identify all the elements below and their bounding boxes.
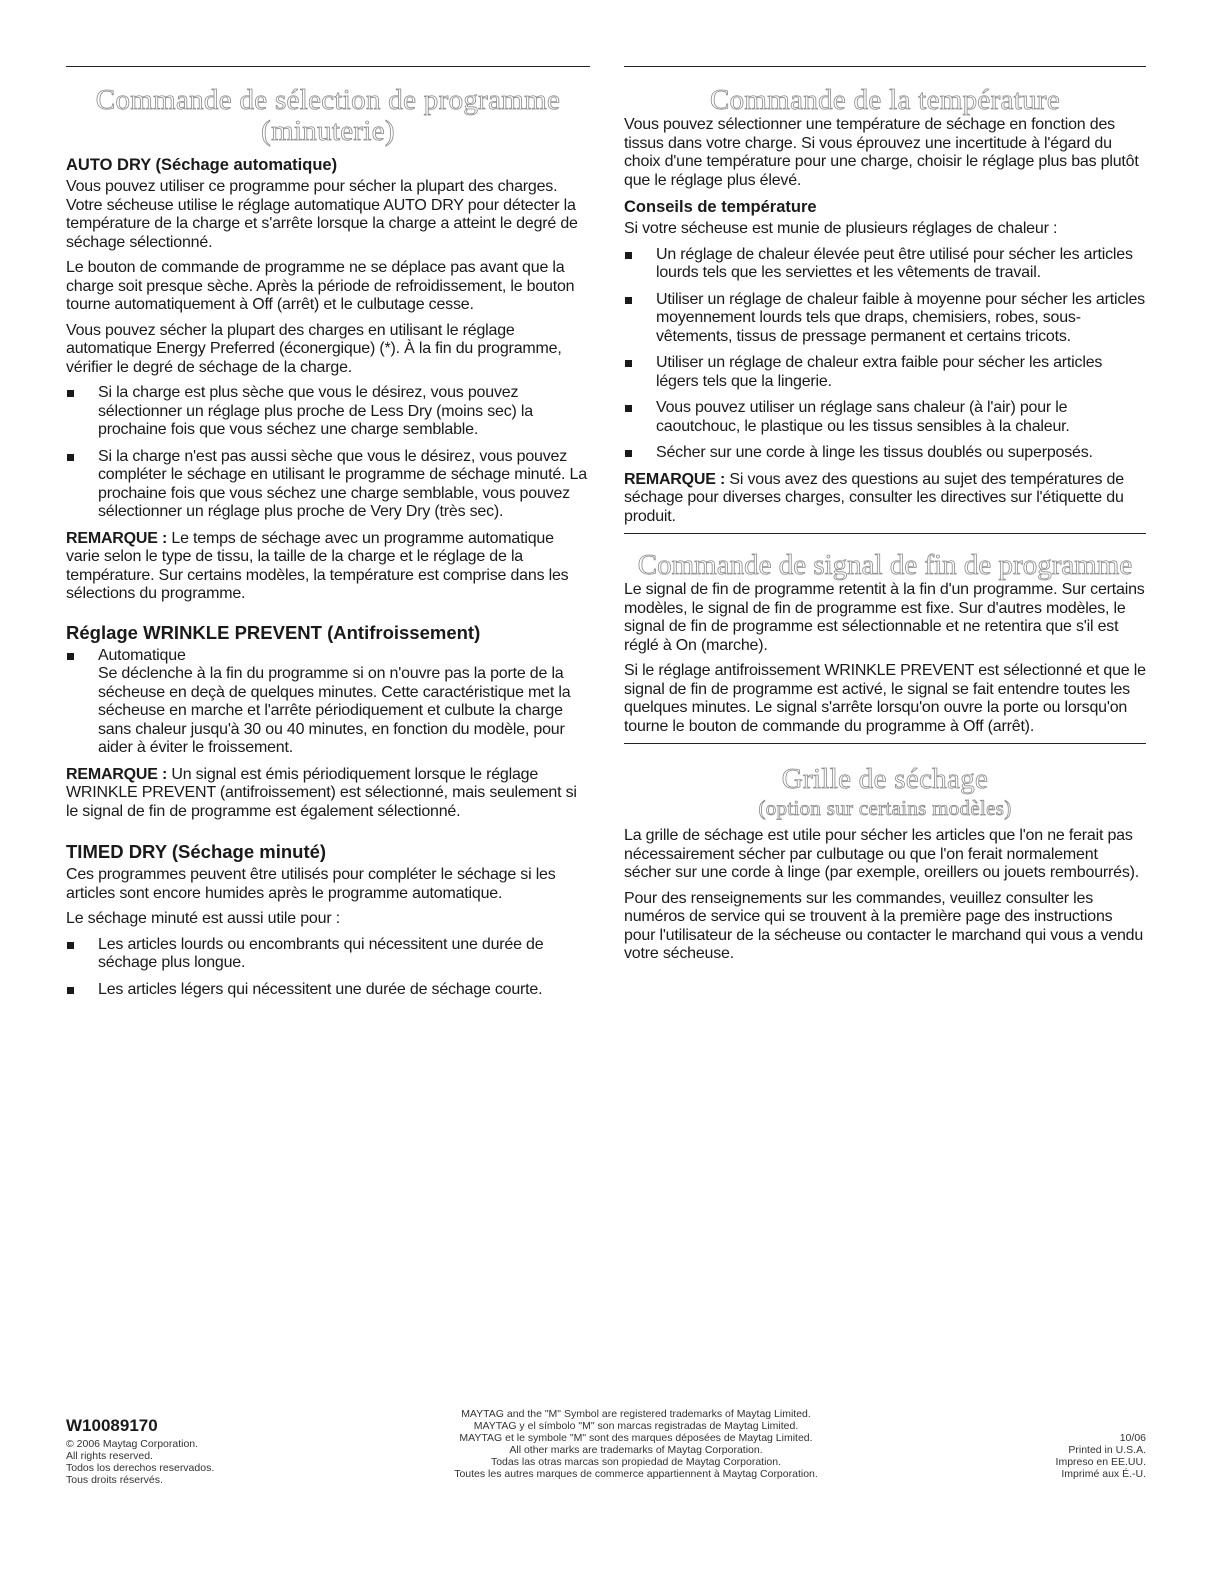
bullet-icon — [625, 450, 632, 457]
left-column — [66, 66, 590, 1007]
note-text: Le temps de séchage avec un programme automatique varie selon le type de tissu, la taille de la charge et le réglage de la température. Sur certains modèles, la température est comprise dans les sélections du programme. — [66, 529, 569, 602]
paragraph: La grille de séchage est utile pour sécher les articles que l'on ne ferait pas nécessairement sécher par culbutage ou que l'on ferait normalement sécher sur une corde à linge (par exemple, oreillers ou jouets rembourrés). — [624, 827, 1140, 881]
wrinkle-prevent-heading: Réglage WRINKLE PREVENT (Antifroissement) — [66, 621, 481, 643]
temperature-list — [624, 246, 1146, 463]
list-item — [66, 936, 590, 973]
bullet-icon — [625, 297, 632, 304]
end-signal-title: Commande de signal de fin de programme — [637, 549, 1133, 581]
list-item — [624, 399, 1146, 436]
document-code: W10089170 — [66, 1416, 158, 1435]
bullet-icon — [67, 942, 74, 949]
print-line: Imprimé aux É.-U. — [1061, 1468, 1146, 1480]
list-item-text: Les articles lourds ou encombrants qui nécessitent une durée de séchage plus longue. — [98, 935, 544, 971]
list-item — [624, 291, 1146, 347]
list-item — [66, 448, 590, 522]
auto-dry-note — [66, 530, 590, 604]
drying-rack-title: Grille de séchage — [781, 763, 989, 795]
program-control-title: Commande de sélection de programme — [95, 84, 561, 116]
list-item — [624, 246, 1146, 283]
list-item — [66, 647, 590, 758]
paragraph: Vous pouvez sécher la plupart des charges en utilisant le réglage automatique Energy Preferred (éconergique) (*). À la fin du programme, vérifier le degré de séchage de la charge. — [66, 321, 562, 376]
paragraph: Le séchage minuté est aussi utile pour : — [66, 910, 340, 927]
auto-dry-heading: AUTO DRY (Séchage automatique) — [66, 156, 338, 174]
list-item — [66, 384, 590, 440]
list-item — [624, 444, 1146, 463]
print-info — [1056, 1432, 1146, 1480]
list-item-text: Utiliser un réglage de chaleur extra faible pour sécher les articles légers tels que la lingerie. — [656, 354, 1103, 390]
bullet-icon — [625, 405, 632, 412]
paragraph: Si le réglage antifroissement WRINKLE PREVENT est sélectionné et que le signal de fin de programme est activé, le signal se fait entendre toutes les quelques minutes. Le signal s'arrête lorsqu'on ouvre la porte ou lorsqu'on tourne le bouton de commande du programme à Off (arrêt). — [624, 662, 1146, 735]
paragraph: Ces programmes peuvent être utilisés pour compléter le séchage si les articles sont encore humides après le programme automatique. — [66, 866, 556, 902]
trademark-line: MAYTAG and the "M" Symbol are registered trademarks of Maytag Limited. — [461, 1408, 811, 1420]
copyright-line: All rights reserved. — [66, 1450, 153, 1462]
list-item-text: Utiliser un réglage de chaleur faible à moyenne pour sécher les articles moyennement lourds tels que draps, chemisiers, robes, sous-vêtements, tissus de pressage permanent et certains tricots. — [656, 290, 1145, 345]
copyright-line: © 2006 Maytag Corporation. — [66, 1438, 199, 1450]
timed-dry-list — [66, 936, 590, 1000]
right-column — [624, 66, 1146, 971]
print-date: 10/06 — [1119, 1432, 1146, 1444]
trademark-line: Todas las otras marcas son propiedad de Maytag Corporation. — [490, 1456, 782, 1468]
list-item — [66, 981, 590, 1000]
bullet-icon — [625, 360, 632, 367]
list-item-text: Si la charge n'est pas aussi sèche que vous le désirez, vous pouvez compléter le séchage en utilisant le programme de séchage minuté. La prochaine fois que vous séchez une charge semblable, vous pouvez sélectionner un réglage plus proche de Very Dry (très sec). — [98, 447, 587, 520]
trademark-line: MAYTAG et le symbole "M" sont des marques déposées de Maytag Limited. — [459, 1432, 813, 1444]
list-item-text: Les articles légers qui nécessitent une durée de séchage courte. — [98, 980, 543, 998]
note-text: Si vous avez des questions au sujet des températures de séchage pour diverses charges, consulter les directives sur l'étiquette du produit. — [624, 470, 1124, 525]
bullet-icon — [67, 653, 74, 660]
copyright-line: Todos los derechos reservados. — [66, 1462, 215, 1474]
trademark-line: MAYTAG y el símbolo "M" son marcas registradas de Maytag Limited. — [473, 1420, 799, 1432]
list-item-text: Vous pouvez utiliser un réglage sans chaleur (à l'air) pour le caoutchouc, le plastique ou les tissus sensibles à la chaleur. — [656, 399, 1070, 435]
paragraph: Vous pouvez utiliser ce programme pour sécher la plupart des charges. Votre sécheuse utilise le réglage automatique AUTO DRY pour détecter la température de la charge et s'arrête lorsque la charge a atteint le degré de séchage sélectionné. — [66, 178, 578, 251]
copyright-line: Tous droits réservés. — [66, 1474, 163, 1486]
paragraph: Le bouton de commande de programme ne se déplace pas avant que la charge soit presque sèche. Après la période de refroidissement, le bouton tourne automatiquement à Off (arrêt) et le culbutage cesse. — [66, 259, 575, 313]
paragraph: Vous pouvez sélectionner une température de séchage en fonction des tissus dans votre charge. Si vous éprouvez une incertitude à l'égard du choix d'une température pour une charge, choisir le réglage plus bas plutôt que le réglage plus élevé. — [624, 116, 1139, 189]
note-label: REMARQUE : — [66, 765, 168, 783]
program-control-subtitle: (minuterie) — [261, 115, 395, 147]
note-text: Un signal est émis périodiquement lorsque le réglage WRINKLE PREVENT (antifroissement) est sélectionné, mais seulement si le signal de fin de programme est également sélectionné. — [66, 765, 577, 820]
temperature-control-title: Commande de la température — [709, 84, 1061, 116]
list-item-text: Un réglage de chaleur élevée peut être utilisé pour sécher les articles lourds tels que les serviettes et les vêtements de travail. — [656, 245, 1133, 281]
copyright-block — [66, 1438, 214, 1486]
wrinkle-list — [66, 647, 590, 758]
bullet-icon — [67, 454, 74, 461]
list-item-title: Automatique — [98, 646, 186, 664]
print-line: Printed in U.S.A. — [1068, 1444, 1146, 1456]
auto-dry-list — [66, 384, 590, 522]
note-label: REMARQUE : — [66, 529, 168, 547]
note-label: REMARQUE : — [624, 470, 726, 488]
wrinkle-note — [66, 766, 590, 822]
list-item-text: Se déclenche à la fin du programme si on n'ouvre pas la porte de la sécheuse en deçà de quelques minutes. Cette caractéristique met la sécheuse en marche et l'arrête périodiquement et culbute la charge sans chaleur jusqu'à 30 ou 40 minutes, en fonction du modèle, pour aider à éviter le froissement. — [98, 665, 571, 756]
paragraph: Pour des renseignements sur les commandes, veuillez consulter les numéros de service qui se trouvent à la première page des instructions pour l'utilisateur de la sécheuse ou contacter le marchand qui vous a vendu votre sécheuse. — [624, 889, 1144, 962]
temperature-note — [624, 471, 1146, 527]
list-item-text: Si la charge est plus sèche que vous le désirez, vous pouvez sélectionner un réglage plus proche de Less Dry (moins sec) la prochaine fois que vous séchez une charge semblable. — [98, 384, 533, 438]
timed-dry-heading: TIMED DRY (Séchage minuté) — [66, 841, 327, 862]
trademark-block — [366, 1408, 906, 1480]
list-item — [624, 354, 1146, 391]
trademark-line: Toutes les autres marques de commerce appartiennent à Maytag Corporation. — [454, 1468, 818, 1480]
bullet-icon — [67, 390, 74, 397]
temperature-tips-heading: Conseils de température — [624, 198, 817, 216]
print-line: Impreso en EE.UU. — [1055, 1456, 1146, 1468]
bullet-icon — [67, 987, 74, 994]
footer — [66, 1408, 1146, 1498]
drying-rack-subtitle: (option sur certains modèles) — [758, 796, 1012, 820]
bullet-icon — [625, 252, 632, 259]
paragraph: Le signal de fin de programme retentit à la fin d'un programme. Sur certains modèles, le signal de fin de programme est fixe. Sur d'autres modèles, le signal de fin de programme est sélectionnable et ne retentira que s'il est réglé à On (marche). — [624, 581, 1145, 654]
trademark-line: All other marks are trademarks of Maytag Corporation. — [509, 1444, 763, 1456]
paragraph: Si votre sécheuse est munie de plusieurs réglages de chaleur : — [624, 220, 1058, 237]
list-item-text: Sécher sur une corde à linge les tissus doublés ou superposés. — [656, 444, 1093, 461]
